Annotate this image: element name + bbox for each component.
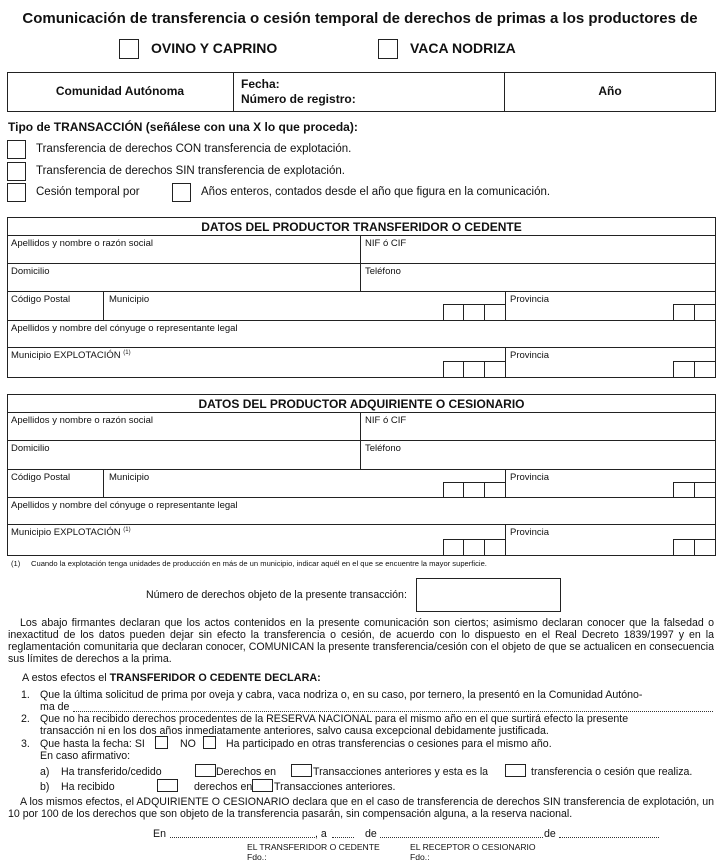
footnote-ref: (1): [123, 527, 131, 533]
adq-nif-label: NIF ó CIF: [365, 415, 407, 426]
dia-fill-line[interactable]: [332, 837, 354, 838]
con-explotacion-label: Transferencia de derechos CON transferencia de explotación.: [36, 143, 352, 155]
page-title: Comunicación de transferencia o cesión temporal de derechos de primas a los productores de: [22, 10, 698, 27]
receptor-fdo-label: Fdo.:: [410, 852, 430, 862]
cedente-mun-expl-label: Municipio EXPLOTACIÓN $^{(1)}$: [11, 350, 131, 362]
adq-mun-expl-label: Municipio EXPLOTACIÓN $^{(1)}$: [11, 527, 131, 539]
en-label: En: [153, 828, 166, 840]
cedente-cp-label: Código Postal: [11, 294, 71, 305]
adq-municipio-label: Municipio: [109, 472, 150, 483]
anio-fill-line[interactable]: [559, 837, 659, 838]
comunidad-fill-line[interactable]: [73, 711, 713, 712]
item3-text: Que hasta la fecha: SI: [40, 738, 145, 750]
no-checkbox[interactable]: [203, 736, 216, 749]
anios-input-box[interactable]: [172, 183, 191, 202]
cedente-conyuge-label: Apellidos y nombre del cónyuge o representante legal: [11, 323, 238, 334]
comunidad-label: Comunidad Autónoma: [55, 84, 185, 98]
sin-explotacion-checkbox[interactable]: [7, 162, 26, 181]
adq-conyuge-label: Apellidos y nombre del cónyuge o representante legal: [11, 500, 238, 511]
item1-text-cont: ma de: [40, 701, 70, 713]
cedente-nif-label: NIF ó CIF: [365, 238, 407, 249]
cedente-title: DATOS DEL PRODUCTOR TRANSFERIDOR O CEDENTE: [201, 220, 522, 234]
adq-cp-label: Código Postal: [11, 472, 71, 483]
cedente-municipio-label: Municipio: [109, 294, 150, 305]
b-transacciones-label: Transacciones anteriores.: [274, 781, 396, 793]
cedente-provincia-label: Provincia: [510, 294, 550, 305]
cedente-apellidos-label: Apellidos y nombre o razón social: [11, 238, 154, 249]
receptor-firma-label: EL RECEPTOR O CESIONARIO: [410, 842, 536, 852]
adq-provincia2-label: Provincia: [510, 527, 550, 538]
transferido-transacciones-box[interactable]: [291, 764, 312, 777]
item1-number: 1.: [21, 689, 30, 701]
adq-telefono-label: Teléfono: [365, 443, 401, 454]
item2-number: 2.: [21, 713, 30, 725]
footnote-text: Cuando la explotación tenga unidades de producción en más de un municipio, indicar aquél en el que se encuentre la mayor superficie.: [31, 559, 487, 568]
de-label-1: de: [365, 828, 377, 840]
adq-provincia-label: Provincia: [510, 472, 550, 483]
cedente-domicilio-label: Domicilio: [11, 266, 50, 277]
a-end-label: transferencia o cesión que realiza.: [531, 766, 693, 778]
item2-text-cont: transacción ni en los dos años inmediatamente anteriores, salvo causa excepcional debidamente justificada.: [40, 725, 549, 737]
a-label: , a: [315, 828, 327, 840]
transferido-derechos-box[interactable]: [195, 764, 216, 777]
anio-label: Año: [598, 84, 622, 98]
item3-text-cont: Ha participado en otras transferencias o cesiones para el mismo año.: [226, 738, 552, 750]
footnote-number: (1): [11, 559, 21, 568]
item-a-label: a): [40, 766, 50, 778]
transaccion-heading: Tipo de TRANSACCIÓN (señálese con una X lo que proceda):: [8, 120, 358, 134]
item3-number: 3.: [21, 738, 30, 750]
num-derechos-input[interactable]: [416, 578, 561, 612]
adq-domicilio-label: Domicilio: [11, 443, 50, 454]
vaca-checkbox[interactable]: [378, 39, 398, 59]
caso-afirmativo-label: En caso afirmativo:: [40, 750, 131, 762]
recibido-label: Ha recibido: [61, 781, 115, 793]
num-derechos-label: Número de derechos objeto de la presente transacción:: [146, 589, 407, 601]
footnote-ref: (1): [123, 350, 131, 356]
adq-apellidos-label: Apellidos y nombre o razón social: [11, 415, 154, 426]
si-checkbox[interactable]: [155, 736, 168, 749]
cedente-firma-label: EL TRANSFERIDOR O CEDENTE: [247, 842, 380, 852]
recibido-derechos-box[interactable]: [157, 779, 178, 792]
cedente-telefono-label: Teléfono: [365, 266, 401, 277]
lugar-fill-line[interactable]: [170, 837, 315, 838]
recibido-transacciones-box[interactable]: [252, 779, 273, 792]
item-b-label: b): [40, 781, 50, 793]
de-label-2: de: [544, 828, 556, 840]
transferido-label: Ha transferido/cedido: [61, 766, 162, 778]
adquiriente-declara-text: A los mismos efectos, el ADQUIRIENTE O CESIONARIO declara que en el caso de transferencia de derechos SIN transferencia de explotación, un 10 por 100 de los derechos que son objeto de la transferencia pasarán, sin compensación alguna, a la reserva nacional.: [8, 796, 714, 820]
sin-explotacion-label: Transferencia de derechos SIN transferencia de explotación.: [36, 165, 345, 177]
anios-label: Años enteros, contados desde el año que figura en la comunicación.: [201, 186, 551, 198]
cedente-declara-heading: A estos efectos el TRANSFERIDOR O CEDENTE DECLARA:: [22, 672, 321, 684]
adquiriente-title: DATOS DEL PRODUCTOR ADQUIRIENTE O CESIONARIO: [198, 397, 525, 411]
ordinal-box[interactable]: [505, 764, 526, 777]
no-label: NO: [180, 738, 196, 750]
item1-text: Que la última solicitud de prima por oveja y cabra, vaca nodriza o, en su caso, por ternero, la presentó en la Comunidad Autóno-: [40, 689, 643, 701]
fecha-label: Fecha:: [241, 77, 280, 91]
ovino-label: OVINO Y CAPRINO: [151, 40, 278, 56]
ovino-checkbox[interactable]: [119, 39, 139, 59]
mes-fill-line[interactable]: [380, 837, 543, 838]
a-transacciones-label: Transacciones anteriores y esta es la: [313, 766, 489, 778]
cedente-fdo-label: Fdo.:: [247, 852, 267, 862]
cesion-label: Cesión temporal por: [36, 186, 140, 198]
con-explotacion-checkbox[interactable]: [7, 140, 26, 159]
b-derechos-label: derechos en: [194, 781, 253, 793]
cesion-checkbox[interactable]: [7, 183, 26, 202]
cedente-provincia2-label: Provincia: [510, 350, 550, 361]
item2-text: Que no ha recibido derechos procedentes de la RESERVA NACIONAL para el mismo año en el que surtirá efecto la presente: [40, 713, 629, 725]
registro-label: Número de registro:: [241, 92, 356, 106]
vaca-label: VACA NODRIZA: [410, 40, 516, 56]
a-derechos-label: Derechos en: [216, 766, 277, 778]
declaracion-text: Los abajo firmantes declaran que los actos contenidos en la presente comunicación son ciertos; asimismo declaran conocer que la falsedad o inexactitud de los datos pueden dejar sin efecto la transferencia o cesión, de acuerdo con lo dispuesto en el Real Decreto 1839/1997 y en la reglamentación comunitaria que declaran conocer, COMUNICAN la presente transferencia/cesión con el objeto de que se actualicen en consecuencia sus límites de derechos a la prima.: [8, 617, 714, 665]
